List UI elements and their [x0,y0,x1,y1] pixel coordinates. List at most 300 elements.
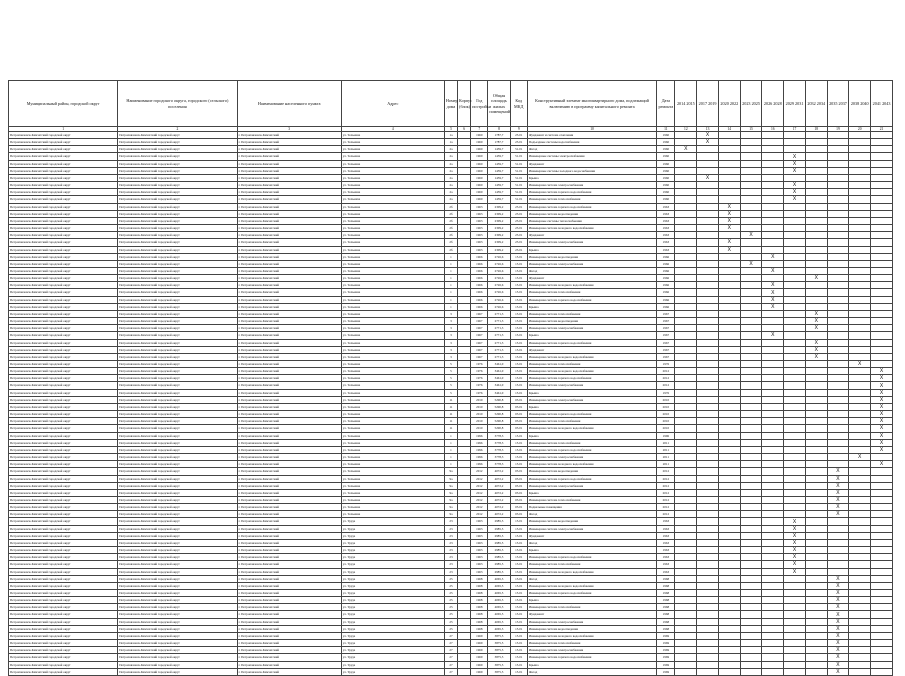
table-row [9,325,893,332]
table-cell: 2а [444,160,457,167]
table-cell: 3875,5 [488,654,510,661]
period-cell [762,246,784,253]
period-cell [827,289,849,296]
table-cell: Фундамент [527,532,656,539]
period-cell [762,310,784,317]
table-cell: 1963 [471,568,488,575]
period-cell [718,518,740,525]
table-cell [458,396,471,403]
table-cell: ул. Тельмана [341,303,444,310]
table-cell: 2012 [471,489,488,496]
table-cell: 2309,2 [488,225,510,232]
period-cell: X [675,146,697,153]
table-cell: 15.01 [510,618,527,625]
table-row [9,375,893,382]
table-cell: 1976 [657,389,675,396]
table-cell [458,182,471,189]
period-cell [827,539,849,546]
table-cell: г. Петропавловск-Камчатский [237,239,341,246]
period-cell: X [784,554,806,561]
period-cell [740,668,762,675]
table-cell [458,139,471,146]
table-cell: Петропавловск-Камчатский городской округ [118,174,237,181]
period-cell [784,132,806,139]
table-cell [458,446,471,453]
table-cell: г. Петропавловск-Камчатский [237,361,341,368]
period-cell [697,253,719,260]
table-row [9,461,893,468]
table-cell: 15.01 [510,561,527,568]
table-cell [458,525,471,532]
period-cell [849,196,871,203]
period-cell [762,575,784,582]
table-cell: 15.01 [510,275,527,282]
table-cell: 15.01 [510,253,527,260]
table-cell: 1969 [471,632,488,639]
table-cell: Петропавловск-Камчатский городской округ [9,246,118,253]
period-cell [849,182,871,189]
table-cell: 4065,5 [488,618,510,625]
period-cell [805,260,827,267]
table-cell: Петропавловск-Камчатский городской округ [9,232,118,239]
period-cell [675,482,697,489]
table-cell: 1966 [657,296,675,303]
table-cell: 2б [444,217,457,224]
period-cell [762,439,784,446]
period-cell [827,547,849,554]
period-cell [697,239,719,246]
period-cell [675,389,697,396]
period-cell [805,454,827,461]
table-cell [458,439,471,446]
period-cell [871,139,893,146]
table-cell: 03.01 [510,511,527,518]
table-cell: Петропавловск-Камчатский городской округ [9,425,118,432]
period-cell [805,468,827,475]
period-cell: X [805,325,827,332]
table-cell: Петропавловск-Камчатский городской округ [118,196,237,203]
table-cell: 2771,3 [488,339,510,346]
table-cell: Петропавловск-Камчатский городской округ [9,182,118,189]
table-cell: 2б [444,225,457,232]
period-cell [675,446,697,453]
table-cell: 1968 [471,582,488,589]
table-cell: Инженерные системы холодного водоснабжения [527,167,656,174]
table-row [9,225,893,232]
period-cell [827,353,849,360]
period-cell [849,139,871,146]
period-cell [740,418,762,425]
period-cell [718,275,740,282]
table-cell: 1 [444,289,457,296]
period-cell [827,403,849,410]
table-cell: 23 [444,532,457,539]
table-cell: г. Петропавловск-Камчатский [237,525,341,532]
period-cell [849,482,871,489]
table-cell: 51.01 [510,146,527,153]
table-cell: 2а [444,174,457,181]
table-cell: 03.01 [510,475,527,482]
table-cell [458,425,471,432]
period-cell [697,361,719,368]
table-cell: Петропавловск-Камчатский городской округ [9,310,118,317]
table-cell: 2012 [471,504,488,511]
period-cell: X [784,539,806,546]
period-cell [849,661,871,668]
table-cell: 1969 [657,661,675,668]
table-row [9,439,893,446]
table-cell: 15.01 [510,611,527,618]
period-cell: X [827,582,849,589]
period-cell: X [762,267,784,274]
period-cell [740,525,762,532]
table-cell: 1966 [657,289,675,296]
period-cell [762,153,784,160]
column-header: 2014 2015 [675,81,697,127]
period-cell [675,496,697,503]
table-cell: 15.01 [510,654,527,661]
period-cell [827,425,849,432]
table-cell: 1960 [657,167,675,174]
table-cell: 15.01 [510,647,527,654]
table-cell: 1963 [657,232,675,239]
period-cell [762,454,784,461]
table-cell: 1963 [471,210,488,217]
table-cell [458,518,471,525]
period-cell [849,375,871,382]
table-cell: 4065,5 [488,611,510,618]
table-cell: ул. Труда [341,518,444,525]
table-cell: 23.01 [510,232,527,239]
table-cell: ул. Труда [341,532,444,539]
period-cell [871,496,893,503]
table-cell: Петропавловск-Камчатский городской округ [9,403,118,410]
table-cell: г. Петропавловск-Камчатский [237,668,341,675]
period-cell [805,303,827,310]
table-cell: 1966 [471,260,488,267]
period-cell [762,532,784,539]
table-cell: Петропавловск-Камчатский городской округ [118,439,237,446]
period-cell [675,654,697,661]
period-cell [871,203,893,210]
table-cell: 1963 [471,518,488,525]
period-cell [675,332,697,339]
table-cell [458,303,471,310]
period-cell [784,174,806,181]
table-cell: Петропавловск-Камчатский городской округ [118,139,237,146]
period-cell [740,539,762,546]
table-cell: Петропавловск-Камчатский городской округ [9,432,118,439]
table-row [9,253,893,260]
table-cell: г. Петропавловск-Камчатский [237,454,341,461]
period-cell [762,425,784,432]
period-cell [784,654,806,661]
table-row [9,174,893,181]
table-cell: 1963 [471,203,488,210]
period-cell [718,647,740,654]
table-cell: г. Петропавловск-Камчатский [237,439,341,446]
table-cell: Петропавловск-Камчатский городской округ [118,132,237,139]
period-cell [718,396,740,403]
table-cell: 15.01 [510,332,527,339]
period-cell [697,539,719,546]
period-cell [827,196,849,203]
period-cell [697,597,719,604]
period-cell: X [718,217,740,224]
table-cell: 2012 [657,489,675,496]
period-cell [871,554,893,561]
table-cell: г. Петропавловск-Камчатский [237,132,341,139]
period-cell [675,196,697,203]
period-cell: X [762,289,784,296]
table-cell: Петропавловск-Камчатский городской округ [118,425,237,432]
period-cell [675,611,697,618]
period-cell [762,446,784,453]
table-cell: Петропавловск-Камчатский городской округ [9,146,118,153]
period-cell [827,296,849,303]
table-cell: 2309,2 [488,239,510,246]
table-row [9,353,893,360]
period-cell [740,275,762,282]
period-cell [675,246,697,253]
period-cell [718,153,740,160]
table-cell: г. Петропавловск-Камчатский [237,482,341,489]
period-cell [784,368,806,375]
table-cell: 1969 [657,632,675,639]
table-cell: 1787,7 [488,132,510,139]
table-cell: 2309,2 [488,217,510,224]
period-cell [697,167,719,174]
table-cell: Петропавловск-Камчатский городской округ [9,253,118,260]
table-cell: 1996 [471,454,488,461]
table-cell: 1969 [471,654,488,661]
period-cell [805,289,827,296]
table-cell: 4065,5 [488,597,510,604]
table-cell: 1 [444,439,457,446]
period-cell [697,618,719,625]
table-cell: ул. Тельмана [341,210,444,217]
table-cell: 1976 [471,361,488,368]
period-cell [675,253,697,260]
table-cell: 4072,2 [488,475,510,482]
period-cell [697,568,719,575]
capital-repair-table [8,80,893,676]
period-cell [762,389,784,396]
table-cell: ул. Тельмана [341,368,444,375]
table-cell: 1459,7 [488,153,510,160]
period-cell [675,396,697,403]
table-cell: Петропавловск-Камчатский городской округ [118,375,237,382]
period-cell [697,668,719,675]
table-cell: г. Петропавловск-Камчатский [237,504,341,511]
column-header: 2038 2040 [849,81,871,127]
table-cell: г. Петропавловск-Камчатский [237,618,341,625]
period-cell [718,547,740,554]
period-cell [849,496,871,503]
period-cell [784,353,806,360]
period-cell: X [718,246,740,253]
period-cell [697,282,719,289]
period-cell [827,282,849,289]
column-number: 15 [740,127,762,132]
table-row [9,146,893,153]
table-cell: Петропавловск-Камчатский городской округ [9,554,118,561]
period-cell [871,339,893,346]
period-cell [762,518,784,525]
table-row [9,489,893,496]
period-cell [805,482,827,489]
table-cell: 2010 [471,403,488,410]
table-cell: 23 [444,568,457,575]
period-cell [762,361,784,368]
period-cell [849,461,871,468]
period-cell [697,153,719,160]
table-cell: 15.01 [510,547,527,554]
period-cell [740,210,762,217]
table-cell: Петропавловск-Камчатский городской округ [118,668,237,675]
table-cell: ул. Тельмана [341,239,444,246]
table-cell: 03.01 [510,418,527,425]
table-cell [458,511,471,518]
table-cell: г. Петропавловск-Камчатский [237,275,341,282]
table-cell: 23.01 [510,203,527,210]
table-cell [458,189,471,196]
period-cell [849,418,871,425]
table-cell: 5290,8 [488,396,510,403]
table-cell: 2985,5 [488,518,510,525]
period-cell [849,597,871,604]
period-cell: X [871,403,893,410]
period-cell [697,496,719,503]
period-cell [784,339,806,346]
table-cell: Инженерная система теплоснабжения [527,310,656,317]
period-cell [849,575,871,582]
table-cell: ул. Тельмана [341,232,444,239]
table-cell: Петропавловск-Камчатский городской округ [9,461,118,468]
period-cell [762,382,784,389]
table-cell: г. Петропавловск-Камчатский [237,446,341,453]
table-cell: 1968 [657,575,675,582]
table-cell: Инженерная система электроснабжения [527,325,656,332]
period-cell: X [827,654,849,661]
period-cell: X [827,647,849,654]
table-cell: 2985,5 [488,547,510,554]
period-cell [675,668,697,675]
table-cell: Петропавловск-Камчатский городской округ [118,182,237,189]
table-cell: Петропавловск-Камчатский городской округ [118,203,237,210]
table-cell [458,346,471,353]
period-cell [740,282,762,289]
period-cell [740,518,762,525]
table-cell: Петропавловск-Камчатский городской округ [9,568,118,575]
period-cell: X [871,411,893,418]
period-cell: X [871,382,893,389]
table-cell: Петропавловск-Камчатский городской округ [118,267,237,274]
table-cell: 1968 [657,597,675,604]
period-cell: X [849,361,871,368]
period-cell [827,561,849,568]
column-number: 5 [444,127,457,132]
table-cell: 1966 [471,289,488,296]
table-cell: 4065,5 [488,625,510,632]
table-row [9,167,893,174]
table-cell: 4065,5 [488,575,510,582]
table-cell: 3875,5 [488,661,510,668]
table-cell: ул. Тельмана [341,361,444,368]
period-cell [740,310,762,317]
period-cell [849,561,871,568]
table-cell: 1963 [657,203,675,210]
table-cell [458,232,471,239]
table-cell: ул. Тельмана [341,182,444,189]
table-cell: 51.01 [510,182,527,189]
period-cell [740,217,762,224]
period-cell [805,475,827,482]
table-cell: Петропавловск-Камчатский городской округ [118,289,237,296]
table-cell: 3 [444,332,457,339]
table-cell [458,153,471,160]
period-cell [805,632,827,639]
table-cell: Петропавловск-Камчатский городской округ [118,225,237,232]
table-cell [458,239,471,246]
table-cell: 15.01 [510,575,527,582]
table-cell: г. Петропавловск-Камчатский [237,375,341,382]
table-cell: 1967 [471,318,488,325]
table-cell: Петропавловск-Камчатский городской округ [118,160,237,167]
period-cell [871,568,893,575]
period-cell [675,189,697,196]
table-cell: 2а [444,182,457,189]
period-cell [762,482,784,489]
table-cell: 1 [444,432,457,439]
period-cell [784,246,806,253]
period-cell [740,339,762,346]
table-cell: 5290,8 [488,418,510,425]
period-cell [849,640,871,647]
table-cell: г. Петропавловск-Камчатский [237,160,341,167]
table-row [9,396,893,403]
table-cell: 1 [444,275,457,282]
period-cell [718,504,740,511]
table-row [9,203,893,210]
period-cell [697,625,719,632]
period-cell [784,375,806,382]
period-cell: X [762,282,784,289]
period-cell [871,582,893,589]
period-cell [849,132,871,139]
column-number: 18 [805,127,827,132]
period-cell [849,296,871,303]
table-cell: г. Петропавловск-Камчатский [237,339,341,346]
period-cell [871,189,893,196]
table-cell: 2012 [471,475,488,482]
table-row [9,611,893,618]
period-cell [784,146,806,153]
period-cell [675,403,697,410]
period-cell [784,604,806,611]
period-cell [740,632,762,639]
period-cell [805,625,827,632]
table-cell: Петропавловск-Камчатский городской округ [118,353,237,360]
table-cell: 3461,0 [488,389,510,396]
table-cell: Инженерная система электроснабжения [527,647,656,654]
table-cell: Петропавловск-Камчатский городской округ [9,640,118,647]
period-cell [784,303,806,310]
table-cell: 3875,5 [488,632,510,639]
table-cell: Петропавловск-Камчатский городской округ [118,361,237,368]
period-cell [849,668,871,675]
period-cell: X [805,318,827,325]
